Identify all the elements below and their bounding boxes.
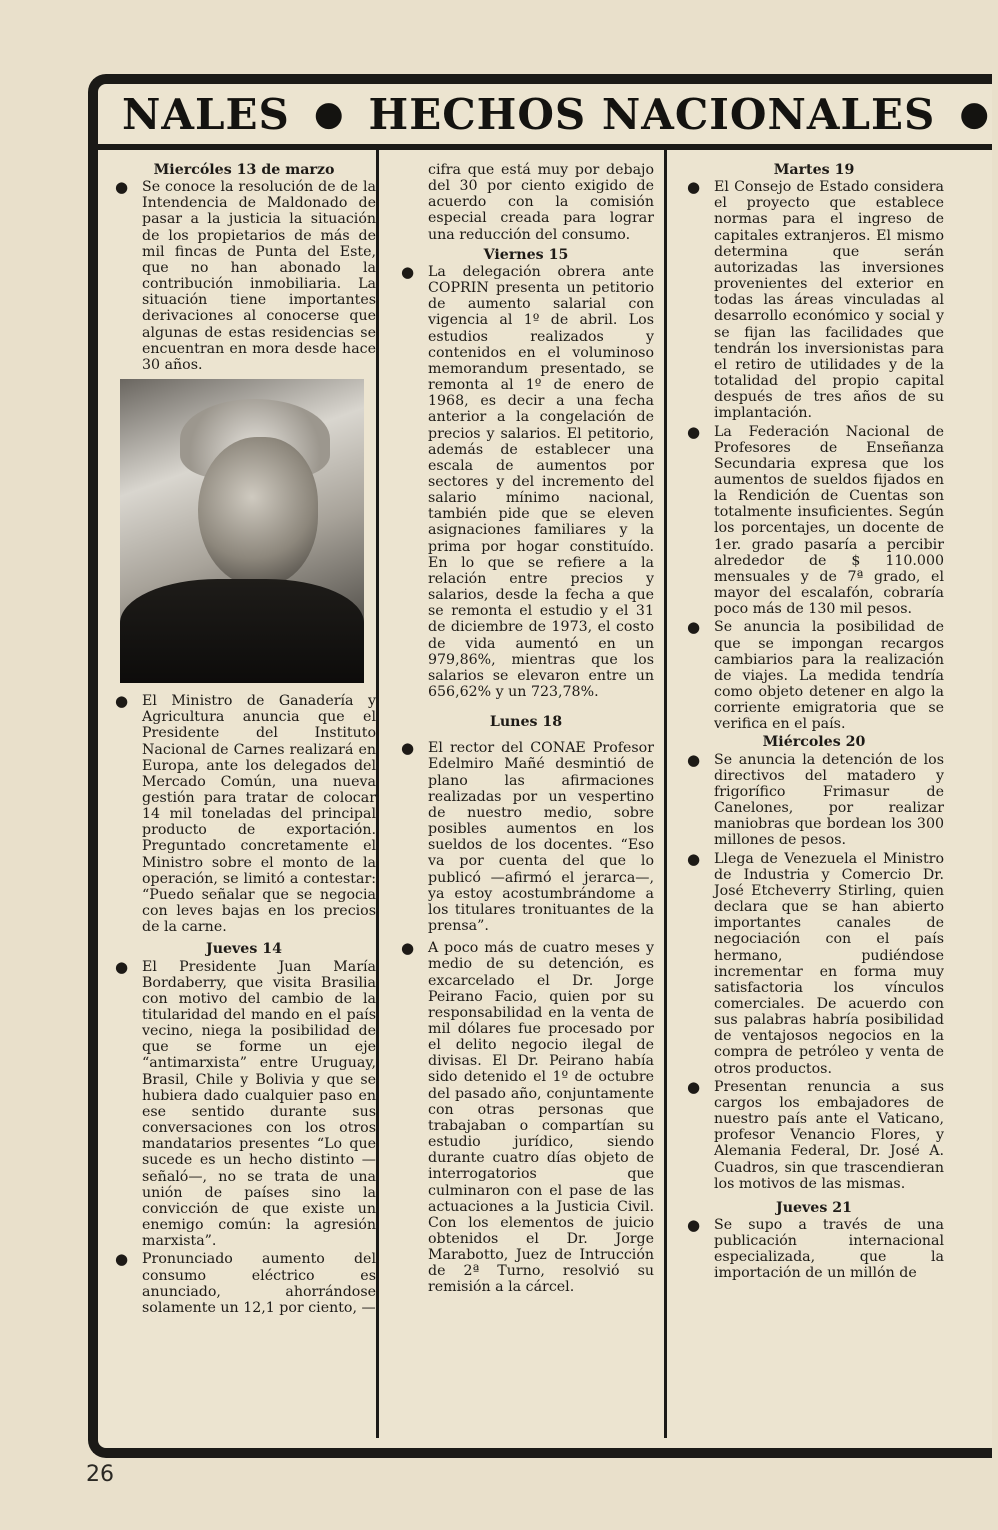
news-item [684,1079,944,1192]
news-item [684,851,944,1077]
news-text: El rector del CONAE Profesor Edelmiro Mañé desmintió de plano las afirmaciones realizadas por un vespertino de nuestro medio, sobre posibles aumentos en los sueldos de los docentes. “Eso va por cuenta del que lo publicó —afirmó el jerarca—, ya estoy acostumbrándome a los titulares tronituantes de la prensa”. [428,740,654,935]
bullet-icon: ● [115,178,129,197]
news-text: Se conoce la resolución de de la Intendencia de Maldonado de pasar a la justicia la situación de los propietarios de más de mil fincas de Punta del Este, que no han abonado la contribución inmobiliaria. La situación tiene importantes derivaciones al conocerse que algunas de estas residencias se encuentran en mora desde hace 30 años. [142,179,376,373]
bullet-icon: ● [115,957,129,976]
news-text: El Consejo de Estado considera el proyecto que establece normas para el ingreso de capitales extranjeros. El mismo determina que serán autorizadas las inversiones provenientes del exterior en todas las áreas vinculadas al desarrollo económico y social y se fijan las facilidades que tendrán los inversionistas para el retiro de utilidades y de la totalidad del propio capital después de tres años de su implantación. [714,179,944,422]
bullet-icon: ● [687,178,701,197]
banner-title: HECHOS NACIONALES [368,89,936,139]
news-item [112,179,376,373]
date-heading: Miércoles 20 [762,734,866,751]
news-text: Se anuncia la posibilidad de que se impongan recargos cambiarios para la realización de viajes. La medida tendría como objeto detener en algo la corriente emigratoria que se verifica en el país. [714,619,944,733]
bullet-icon: ● [115,692,129,711]
news-item [112,959,376,1250]
bullet-icon: ● [401,739,415,758]
news-item [684,619,944,732]
news-text: Pronunciado aumento del consumo eléctrico es anunciado, ahorrándose solamente un 12,1 por ciento, — [142,1251,376,1316]
news-text: El Ministro de Ganadería y Agricultura anuncia que el Presidente del Instituto Nacional de Carnes realizará en Europa, ante los delegados del Mercado Común, una nueva gestión para tratar de colocar 14 mil toneladas del principal producto de exportación. Preguntado concretamente el Ministro sobre el monto de la operación, se limitó a contestar: “Puedo señalar que se negocia con leves bajas en los precios de la carne. [142,693,376,936]
bullet-icon: ● [959,94,991,134]
news-text: Presentan renuncia a sus cargos los embajadores de nuestro país ante el Vaticano, profesor Venancio Flores, y Alemania Federal, Dr. José A. Cuadros, sin que trascendieran los motivos de las mismas. [714,1078,944,1192]
bullet-icon: ● [401,939,415,958]
bullet-icon: ● [115,1250,129,1269]
bullet-icon: ● [687,849,701,868]
news-item-continued [398,162,654,243]
news-item [398,740,654,934]
news-item [684,179,944,421]
news-item [112,1251,376,1316]
bullet-icon: ● [687,422,701,441]
news-item [684,424,944,618]
news-text: Llega de Venezuela el Ministro de Industria y Comercio Dr. José Etcheverry Stirling, quien declara que se han abierto importantes canales de negociación con el país hermano, pudiéndose incrementar en forma muy satisfactoria los vínculos comerciales. De acuerdo con sus palabras habría posibilidad de ventajosos negocios en la compra de petróleo y venta de otros productos. [714,850,944,1077]
news-text: cifra que está muy por debajo del 30 por ciento exigido de acuerdo con la comisión especial creada para lograr una reducción del consumo. [428,162,654,243]
news-item [112,693,376,935]
date-heading: Martes 19 [773,162,855,178]
portrait-photo [120,379,364,683]
article-frame [88,74,992,1458]
date-heading: Viernes 15 [483,246,569,263]
date-heading: Jueves 14 [206,941,282,958]
column-rule [376,150,379,1438]
bullet-icon: ● [687,750,701,769]
date-heading: Lunes 18 [489,714,563,731]
news-text: Se anuncia la detención de los directivos del matadero y frigorífico Frimasur de Canelones, por realizar maniobras que bordean los 300 millones de pesos. [714,751,944,849]
bullet-icon: ● [687,618,701,637]
date-heading: Jueves 21 [776,1199,852,1216]
news-text: Se supo a través de una publicación internacional especializada, que la importación de un millón de [714,1217,944,1282]
news-item [398,940,654,1295]
column-3 [684,162,944,1434]
date-heading: Miercóles 13 de marzo [153,162,335,178]
news-item [398,264,654,700]
column-1 [112,162,376,1434]
column-2 [398,162,654,1434]
bullet-icon: ● [401,262,415,281]
bullet-icon: ● [313,94,345,134]
news-item [684,1217,944,1282]
page-number: 26 [86,1462,114,1487]
column-rule [664,150,667,1438]
news-item [684,752,944,849]
news-text: La delegación obrera ante COPRIN presenta un petitorio de aumento salarial con vigencia al 1º de abril. Los estudios realizados y contenidos en el voluminoso memorandum presentado, se remonta al 1º de enero de 1968, es decir a una fecha anterior a la congelación de precios y salarios. El petitorio, además de establecer una escala de aumentos por sectores y del incremento del salario mínimo nacional, también pide que se eleven asignaciones familiares y la prima por hogar constituído. En lo que se refiere a la relación entre precios y salarios, desde la fecha a que se remonta el estudio y el 31 de diciembre de 1973, el costo de vida aumentó en un 979,86%, mientras que los salarios se elevaron entre un 656,62% y un 723,78%. [428,263,654,700]
bullet-icon: ● [687,1216,701,1234]
bullet-icon: ● [687,1077,701,1096]
news-text: A poco más de cuatro meses y medio de su detención, es excarcelado el Dr. Jorge Peirano Facio, quien por su responsabilidad en la venta de mil dólares fue procesado por el delito negocio ilegal de divisas. El Dr. Peirano había sido detenido el 1º de octubre del pasado año, conjuntamente con otras personas que trabajaban o compartían su estudio jurídico, siendo durante cuatro días objeto de interrogatorios que culminaron con el pase de las actuaciones a la Justicia Civil. Con los elementos de juicio obtenidos el Dr. Jorge Marabotto, Juez de Intrucción de 2ª Turno, resolvió su remisión a la cárcel. [428,940,654,1296]
section-banner [98,84,992,150]
news-text: La Federación Nacional de Profesores de Enseñanza Secundaria expresa que los aumentos de sueldos fijados en la Rendición de Cuentas son totalmente insuficientes. Según los porcentajes, un docente de 1er. grado pasaría a percibir alrededor de $ 110.000 mensuales y de 7ª grado, el mayor del escalafón, cobraría poco más de 130 mil pesos. [714,423,944,618]
banner-left-text: NALES [122,89,290,139]
news-text: El Presidente Juan María Bordaberry, que visita Brasilia con motivo del cambio de la titularidad del mando en el país vecino, niega la posibilidad de que se forme un eje “antimarxista” entre Uruguay, Brasil, Chile y Bolivia y que se hubiera dado cualquier paso en ese sentido durante sus conversaciones con los otros mandatarios presentes “Lo que sucede es un hecho distinto —señaló—, no se trata de una unión de países sino la convicción de que existe un enemigo común: la agresión marxista”. [142,958,376,1250]
